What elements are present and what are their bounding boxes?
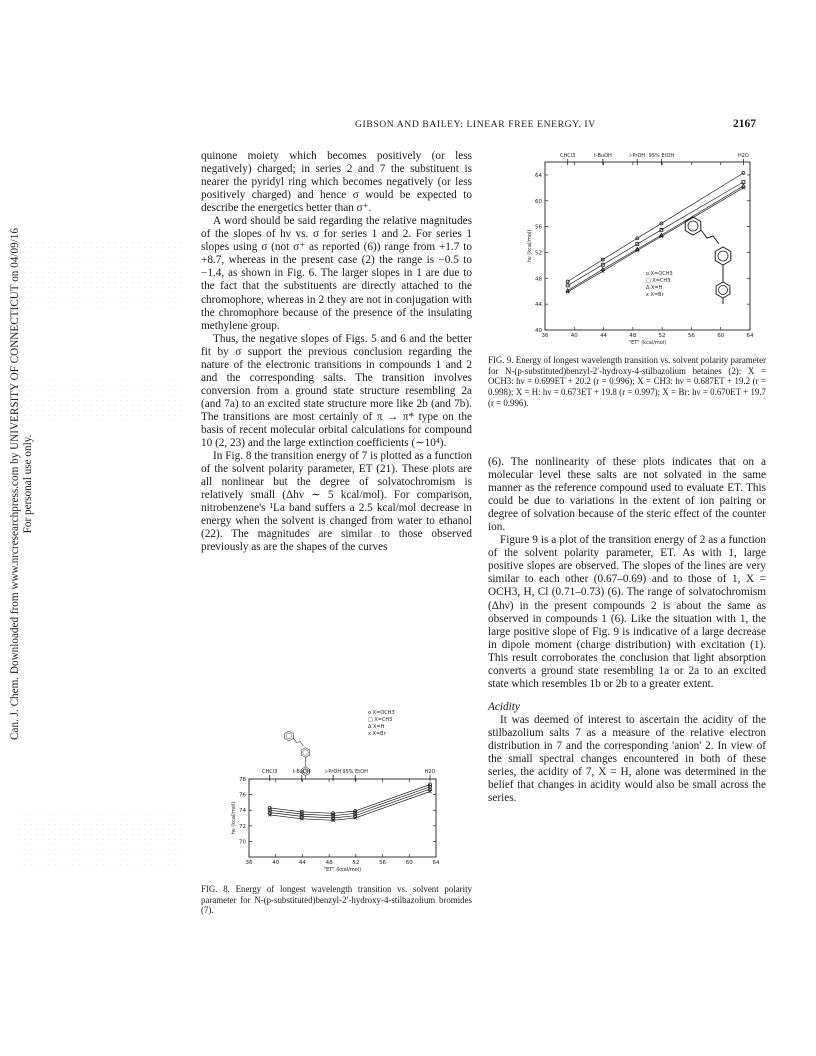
solvent-label: i-PrOH (629, 153, 646, 159)
y-tick-label: 70 (239, 839, 246, 846)
y-axis-label: hν (kcal/mol) (231, 801, 237, 835)
paragraph: In Fig. 8 the transition energy of 7 is plotted as a function of the solvent polarity parameter, ET (21). These plots are all nonlinear but the degree of solvatochromism is relatively small (Δhν ∼ 5 kcal/mol). For comparison, nitrobenzene's ¹La band suffers a 2.5 kcal/mol decrease in energy when the solvent is changed from water to ethanol (22). The magnitudes are similar to those observed previously as are the shapes of the curves (201, 450, 472, 554)
x-tick-label: 48 (629, 333, 637, 339)
y-axis-label: hν (kcal/mol) (527, 229, 533, 263)
paragraph: (6). The nonlinearity of these plots indicates that on a molecular level these salts are not solvated in the same manner as the reference compound used to evaluate ET. This could be due to variations in the extent of ion pairing or degree of solvation because of the steric effect of the counter ion. (488, 456, 766, 534)
section-heading: Acidity (488, 700, 520, 713)
figure-9-plot (505, 148, 758, 348)
x-tick-label: 40 (272, 860, 280, 866)
x-axis-label: "ET" (kcal/mol) (323, 867, 362, 873)
series-line (568, 182, 744, 285)
solvent-label: 95% EtOH (342, 769, 368, 775)
running-title: GIBSON AND BAILEY: LINEAR FREE ENERGY. IV (355, 119, 596, 130)
x-tick-label: 52 (658, 333, 666, 339)
scan-noise (16, 812, 186, 868)
benzene-ring (685, 217, 701, 235)
figure-8-plot (223, 704, 445, 882)
solvent-label: t-BuOH (292, 769, 311, 775)
paragraph: Thus, the negative slopes of Figs. 5 and 6 and the better fit by σ support the previous conclusion regarding the nature of the electronic transitions in compounds 1 and 2 and the corresponding salts. The transition involves conversion from a ground state structure resembling 2a (and 7a) to an excited state structure more like 2b (and 7b). The transitions are most certainly of π → π* type on the basis of recent molecular orbital calculations for compound 10 (2, 23) and the large extinction coefficients (∼10⁴). (201, 332, 472, 450)
solvent-label: CHCl3 (262, 769, 278, 775)
y-tick-label: 44 (535, 302, 542, 309)
series-line (568, 173, 744, 282)
solvent-label: t-BuOH (593, 153, 612, 159)
y-tick-label: 40 (535, 328, 542, 334)
solvent-label: i-PrOH (325, 769, 342, 775)
data-point (742, 186, 745, 189)
legend-entry: o X=OCH3 (368, 710, 395, 716)
legend-entry: □ X=CH3 (368, 717, 393, 723)
scan-noise (16, 378, 186, 424)
scan-noise (16, 240, 186, 310)
legend-entry: x X=Br (646, 292, 664, 298)
x-tick-label: 44 (298, 860, 306, 866)
paragraph: It was deemed of interest to ascertain the acidity of the stilbazolium salts 7 as a measure of the relative electron distribution in 7 and the corresponding 'anion' 2. In view of the small spectral changes encountered in both of these series, the acidity of 7, X = H, alone was determined in the belief that changes in acidity would also be small across the series. (488, 713, 766, 805)
y-tick-label: 56 (535, 224, 542, 231)
x-tick-label: 40 (570, 333, 578, 339)
x-tick-label: 60 (717, 333, 725, 339)
watermark-line-1: Can. J. Chem. Downloaded from www.nrcresearchpress.com by UNIVERSITY OF CONNECTICUT on 04/09/16 (9, 228, 21, 740)
x-tick-label: 48 (325, 860, 333, 866)
aromatic-circle (719, 286, 728, 295)
solvent-label: 95% EtOH (648, 153, 675, 159)
x-tick-label: 60 (405, 860, 413, 866)
plot-frame (545, 162, 750, 330)
y-tick-label: 64 (535, 172, 542, 179)
watermark-line-2: For personal use only. (22, 434, 34, 534)
legend-entry: x X=Br (368, 731, 386, 737)
x-tick-label: 36 (541, 333, 549, 339)
pyridinium-ring (301, 748, 310, 758)
paragraph: A word should be said regarding the relative magnitudes of the slopes of hν vs. σ for series 1 and 2. For series 1 slopes using σ (not σ⁺ as reported (6)) range from +1.7 to +8.7, whereas in the present case (2) the range is −0.5 to −1.4, as shown in Fig. 6. The larger slopes in 1 are due to the fact that the substituents are directly attached to the chromophore, whereas in 2 they are not in conjugation with the chromophore because of the presence of the insulating methylene group. (201, 215, 472, 332)
figure-8-caption: FIG. 8. Energy of longest wavelength transition vs. solvent polarity parameter for N-(p-substituted)benzyl-2′-hydroxy-4-stilbazolium bromides (7). (201, 884, 472, 916)
legend-entry: Δ X=H (368, 724, 385, 730)
y-tick-label: 78 (239, 777, 246, 783)
x-tick-label: 56 (687, 333, 695, 339)
paragraph: Figure 9 is a plot of the transition energy of 2 as a function of the solvent polarity parameter, ET. As with 1, large positive slopes are observed. The slopes of the lines are very similar to each other (0.67–0.69) and to those of 1, X = OCH3, H, Cl (0.71–0.73) (6). The range of solvatochromism (Δhν) in the present compounds 2 is about the same as observed in compounds 1 (6). Like the situation with 1, the large positive slope of Fig. 9 is indicative of a large decrease in dipole moment (charge distribution) with excitation (1). This result corroborates the conclusion that light absorption converts a ground state resembling 1a or 2a to an excited state which resembles 1b or 2b to a greater extent. (488, 534, 766, 690)
download-watermark (0, 0, 40, 1056)
solvent-label: H2O (737, 153, 749, 159)
x-tick-label: 52 (352, 860, 360, 866)
benzene-ring (285, 731, 294, 741)
legend-entry: Δ X=H (646, 285, 663, 291)
aromatic-circle (286, 733, 292, 739)
data-point (566, 284, 569, 287)
y-tick-label: 76 (239, 792, 246, 799)
figure-8 (223, 704, 445, 882)
figure-9 (505, 148, 758, 348)
running-header (0, 119, 816, 135)
y-tick-label: 52 (535, 250, 542, 257)
aromatic-circle (303, 750, 309, 756)
page-number: 2167 (733, 118, 756, 130)
aromatic-circle (718, 251, 728, 261)
data-point (566, 280, 569, 283)
y-tick-label: 72 (239, 823, 246, 830)
aromatic-circle (688, 221, 698, 231)
x-axis-label: "ET" (kcal/mol) (628, 340, 667, 346)
y-tick-label: 74 (239, 808, 246, 815)
series-line (270, 785, 430, 814)
x-tick-label: 64 (746, 333, 754, 339)
vinyl-bridge (293, 738, 303, 746)
left-column (201, 150, 472, 554)
vinyl-bridge (701, 230, 719, 244)
x-tick-label: 56 (379, 860, 387, 866)
x-tick-label: 44 (600, 333, 608, 339)
data-point (601, 270, 604, 273)
plot-frame (249, 779, 436, 857)
solvent-label: CHCl3 (560, 153, 576, 159)
pyridinium-ring (715, 247, 731, 265)
solvent-label: H2O (424, 769, 436, 775)
x-tick-label: 64 (432, 860, 440, 866)
betaine-structure (685, 217, 731, 304)
right-column (488, 456, 766, 805)
paragraph: quinone moiety which becomes positively (or less negatively) charged; in series 2 and 7 the substituent is nearer the pyridyl ring which becomes negatively (or less positively charged) and hence σ would be expected to describe the energetics better than σ⁺. (201, 150, 472, 215)
y-tick-label: 48 (535, 276, 542, 283)
figure-9-caption: FIG. 9. Energy of longest wavelength transition vs. solvent polarity parameter for N-(p-substituted)benzyl-2′-hydroxy-4-stilbazolium betaines (2): X = OCH3: hν = 0.699ET + 20.2 (r = 0.996); X = CH3: hν = 0.687ET + 19.2 (r = 0.998); X = H: hν = 0.673ET + 19.8 (r = 0.997); X = Br: hν = 0.670ET + 19.7 (r = 0.996). (488, 355, 766, 408)
legend-entry: o X=OCH3 (646, 271, 673, 277)
y-tick-label: 60 (535, 198, 542, 205)
data-point (742, 171, 745, 174)
legend-entry: □ X=CH3 (646, 278, 671, 284)
x-tick-label: 36 (245, 860, 253, 866)
